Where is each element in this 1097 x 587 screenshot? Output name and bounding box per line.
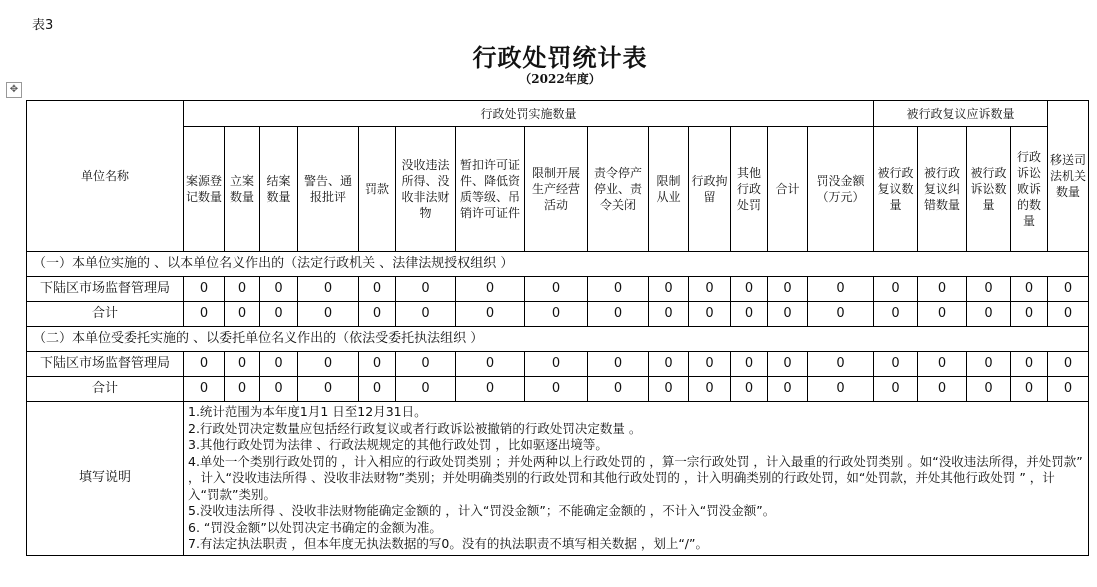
table-cell: 0 (874, 277, 918, 302)
table-cell: 0 (808, 302, 874, 327)
table-cell: 0 (260, 377, 298, 402)
row-unit-name: 合计 (27, 377, 184, 402)
section-title: （二）本单位受委托实施的 、以委托单位名义作出的（依法受委托执法组织 ） (27, 327, 1089, 352)
table-cell: 0 (689, 352, 731, 377)
table-cell: 0 (588, 352, 649, 377)
header-group-impl: 行政处罚实施数量 (184, 101, 874, 127)
table-cell: 0 (1011, 277, 1048, 302)
table-cell: 0 (456, 277, 525, 302)
table-cell: 0 (1048, 277, 1089, 302)
table-cell: 0 (967, 377, 1011, 402)
table-cell: 0 (768, 377, 808, 402)
table-cell: 0 (1048, 352, 1089, 377)
note-line: 7.有法定执法职责 ，但本年度无执法数据的写0。没有的执法职责不填写相关数据 ，划上“/”。 (188, 536, 708, 551)
table-cell: 0 (298, 352, 359, 377)
table-cell: 0 (649, 377, 689, 402)
table-cell: 0 (918, 377, 967, 402)
table-cell: 0 (874, 302, 918, 327)
table-row (27, 352, 1089, 377)
table-cell: 0 (1011, 377, 1048, 402)
table-cell: 0 (689, 277, 731, 302)
table-cell: 0 (689, 377, 731, 402)
table-cell: 0 (359, 377, 396, 402)
header-col: 责令停产停业、责令关闭 (588, 127, 649, 252)
statistics-table (26, 100, 1089, 556)
table-cell: 0 (525, 302, 588, 327)
table-cell: 0 (225, 302, 260, 327)
table-cell: 0 (184, 377, 225, 402)
table-cell: 0 (525, 277, 588, 302)
table-cell: 0 (808, 377, 874, 402)
header-unit-name: 单位名称 (27, 101, 184, 252)
table-cell: 0 (1048, 377, 1089, 402)
note-line: 5.没收违法所得 、没收非法财物能确定金额的 ，计入“罚没金额”；不能确定金额的 ，不计入“罚没金额”。 (188, 503, 776, 518)
table-cell: 0 (588, 277, 649, 302)
header-col: 立案数量 (225, 127, 260, 252)
note-line: 2.行政处罚决定数量应包括经行政复议或者行政诉讼被撤销的行政处罚决定数量 。 (188, 420, 642, 436)
header-col: 结案数量 (260, 127, 298, 252)
table-cell: 0 (456, 302, 525, 327)
table-cell: 0 (359, 302, 396, 327)
header-col: 罚款 (359, 127, 396, 252)
table-cell: 0 (184, 352, 225, 377)
table-row (27, 302, 1089, 327)
table-cell: 0 (649, 352, 689, 377)
table-cell: 0 (967, 352, 1011, 377)
header-col: 没收违法所得、没收非法财物 (396, 127, 456, 252)
table-cell: 0 (260, 302, 298, 327)
table-cell: 0 (918, 352, 967, 377)
table-cell: 0 (359, 352, 396, 377)
table-cell: 0 (731, 277, 768, 302)
header-col: 案源登记数量 (184, 127, 225, 252)
table-cell: 0 (298, 302, 359, 327)
table-number: 表3 (32, 18, 54, 33)
table-cell: 0 (768, 277, 808, 302)
table-cell: 0 (918, 302, 967, 327)
page-title: 行政处罚统计表 (472, 43, 648, 72)
table-cell: 0 (396, 352, 456, 377)
table-cell: 0 (731, 352, 768, 377)
note-line: 6. “罚没金额”以处罚决定书确定的金额为准。 (188, 519, 442, 535)
note-line: 3.其他行政处罚为法律 、行政法规规定的其他行政处罚 ，比如驱逐出境等。 (188, 437, 608, 452)
table-cell: 0 (768, 352, 808, 377)
row-unit-name: 下陆区市场监督管理局 (27, 352, 184, 377)
header-col: 警告、通报批评 (298, 127, 359, 252)
table-cell: 0 (456, 352, 525, 377)
header-group-review: 被行政复议应诉数量 (874, 101, 1048, 127)
table-cell: 0 (689, 302, 731, 327)
table-cell: 0 (967, 302, 1011, 327)
table-cell: 0 (396, 377, 456, 402)
table-cell: 0 (1011, 302, 1048, 327)
table-cell: 0 (874, 377, 918, 402)
table-row (27, 277, 1089, 302)
table-cell: 0 (731, 377, 768, 402)
table-cell: 0 (967, 277, 1011, 302)
header-col: 被行政复议纠错数量 (918, 127, 967, 252)
header-col: 限制开展生产经营活动 (525, 127, 588, 252)
row-unit-name: 合计 (27, 302, 184, 327)
table-row (27, 377, 1089, 402)
table-cell: 0 (649, 277, 689, 302)
table-cell: 0 (396, 302, 456, 327)
header-col: 被行政诉讼数量 (967, 127, 1011, 252)
note-line: 4.单处一个类别行政处罚的 ，计入相应的行政处罚类别 ；并处两种以上行政处罚的 ，算一宗行政处罚 ，计入最重的行政处罚类别 。如“没收违法所得，并处罚款” ，计入“没收违法所得 、没收非法财物”类别；并处明确类别的行政处罚和其他行政处罚的 ，计入明确类别的行政处罚，如“处罚款，并处其他行政处罚 ” ，计入“罚款”类别。 (188, 453, 1083, 502)
header-col: 限制从业 (649, 127, 689, 252)
table-cell: 0 (588, 302, 649, 327)
table-cell: 0 (359, 277, 396, 302)
header-col: 暂扣许可证件、降低资质等级、吊销许可证件 (456, 127, 525, 252)
table-move-handle-icon[interactable]: ✥ (6, 82, 22, 98)
table-cell: 0 (525, 352, 588, 377)
table-cell: 0 (225, 352, 260, 377)
table-cell: 0 (225, 377, 260, 402)
notes-label: 填写说明 (27, 402, 184, 556)
notes-content (184, 402, 1089, 556)
table-cell: 0 (1011, 352, 1048, 377)
table-cell: 0 (298, 377, 359, 402)
table-cell: 0 (396, 277, 456, 302)
table-cell: 0 (225, 277, 260, 302)
header-col: 合计 (768, 127, 808, 252)
header-transfer: 移送司法机关数量 (1048, 101, 1089, 252)
header-col: 被行政复议数量 (874, 127, 918, 252)
table-cell: 0 (588, 377, 649, 402)
table-cell: 0 (298, 277, 359, 302)
header-col: 行政诉讼败诉的数量 (1011, 127, 1048, 252)
row-unit-name: 下陆区市场监督管理局 (27, 277, 184, 302)
header-col: 罚没金额（万元） (808, 127, 874, 252)
table-cell: 0 (525, 377, 588, 402)
table-cell: 0 (184, 302, 225, 327)
note-line: 1.统计范围为本年度1月1 日至12月31日。 (188, 404, 427, 419)
table-cell: 0 (808, 352, 874, 377)
table-cell: 0 (874, 352, 918, 377)
section-title: （一）本单位实施的 、以本单位名义作出的（法定行政机关 、法律法规授权组织 ） (27, 252, 1089, 277)
table-cell: 0 (649, 302, 689, 327)
table-cell: 0 (731, 302, 768, 327)
table-cell: 0 (260, 352, 298, 377)
table-cell: 0 (808, 277, 874, 302)
table-cell: 0 (184, 277, 225, 302)
page-subtitle: （2022年度） (519, 72, 601, 86)
header-col: 其他行政处罚 (731, 127, 768, 252)
table-cell: 0 (456, 377, 525, 402)
header-col: 行政拘留 (689, 127, 731, 252)
table-cell: 0 (768, 302, 808, 327)
table-cell: 0 (918, 277, 967, 302)
table-cell: 0 (1048, 302, 1089, 327)
table-cell: 0 (260, 277, 298, 302)
